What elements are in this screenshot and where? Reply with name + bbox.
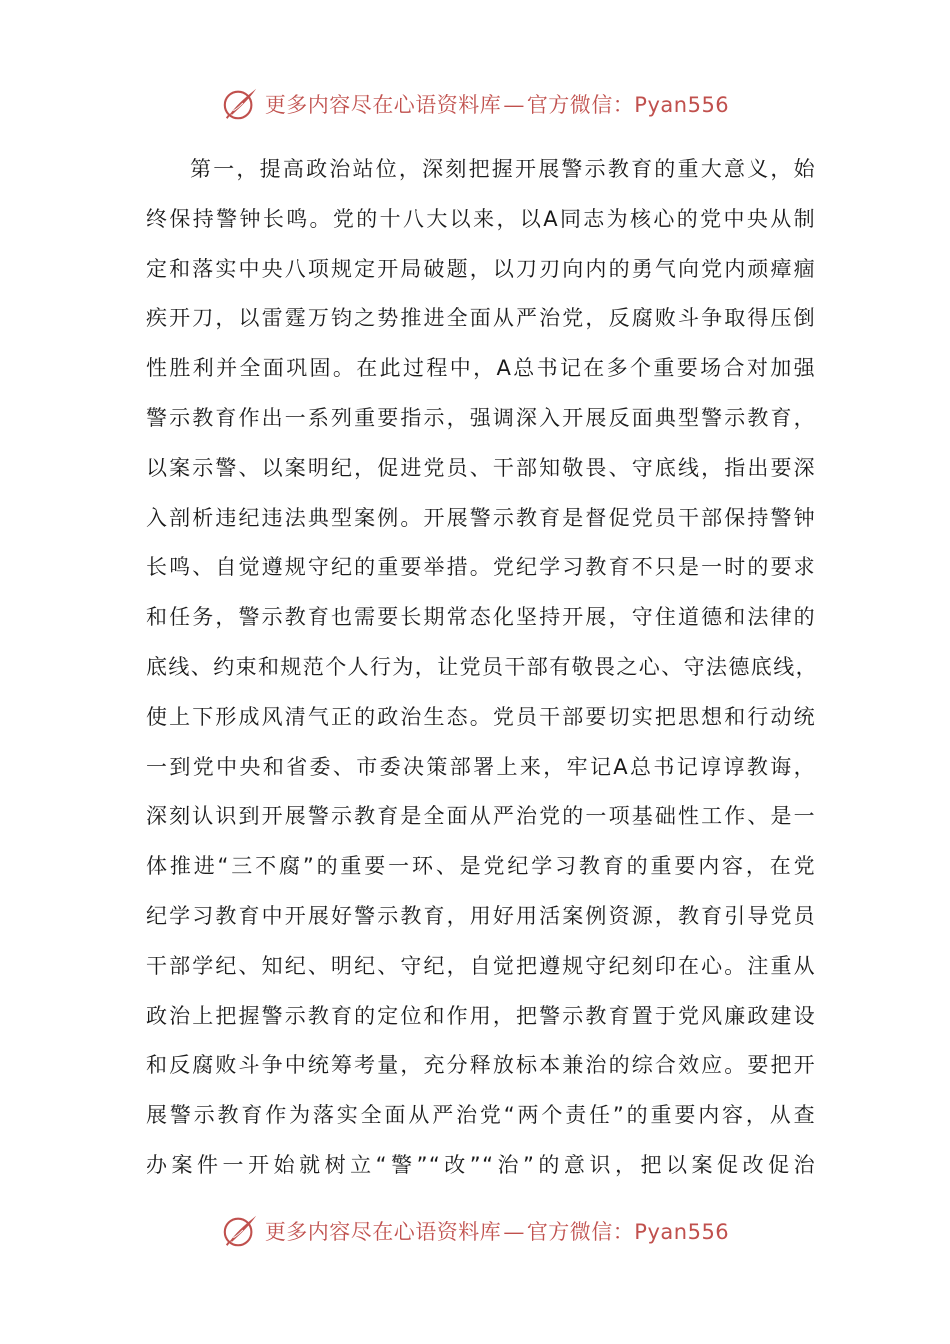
paragraph-line: 疾开刀，以雷霆万钧之势推进全面从严治党，反腐败斗争取得压倒 — [146, 306, 816, 331]
paragraph-line: 入剖析违纪违法典型案例。开展警示教育是督促党员干部保持警钟 — [146, 505, 816, 530]
paragraph-line: 长鸣、自觉遵规守纪的重要举措。党纪学习教育不只是一时的要求 — [146, 555, 816, 580]
paragraph-line: 以案示警、以案明纪，促进党员、干部知敬畏、守底线，指出要深 — [146, 455, 816, 480]
watermark-site-name: 更多内容尽在心语资料库 — [264, 1220, 502, 1244]
paragraph-line: 深刻认识到开展警示教育是全面从严治党的一项基础性工作、是一 — [146, 804, 816, 829]
paragraph-line: 纪学习教育中开展好警示教育，用好用活案例资源，教育引导党员 — [146, 903, 816, 928]
paragraph-line: 体推进“三不腐”的重要一环、是党纪学习教育的重要内容，在党 — [146, 854, 816, 879]
quill-pen-logo-icon — [221, 1212, 259, 1250]
watermark-separator: — — [503, 93, 525, 117]
paragraph-line: 终保持警钟长鸣。党的十八大以来，以A同志为核心的党中央从制 — [146, 206, 816, 231]
watermark-text — [265, 89, 729, 119]
paragraph-line: 一到党中央和省委、市委决策部署上来，牢记A总书记谆谆教诲， — [146, 754, 816, 779]
quill-pen-logo-icon — [221, 85, 259, 123]
paragraph-line: 性胜利并全面巩固。在此过程中，A总书记在多个重要场合对加强 — [146, 356, 816, 381]
header-watermark-banner — [0, 84, 950, 124]
paragraph-line: 使上下形成风清气正的政治生态。党员干部要切实把思想和行动统 — [146, 704, 816, 729]
paragraph-line: 干部学纪、知纪、明纪、守纪，自觉把遵规守纪刻印在心。注重从 — [146, 953, 816, 978]
document-paragraph — [146, 145, 816, 1191]
watermark-separator: — — [503, 1220, 525, 1244]
footer-watermark-banner — [0, 1211, 950, 1251]
paragraph-line: 政治上把握警示教育的定位和作用，把警示教育置于党风廉政建设 — [146, 1003, 816, 1028]
paragraph-line: 办案件一开始就树立“警”“改”“治”的意识，把以案促改促治 — [146, 1152, 816, 1177]
paragraph-line: 和任务，警示教育也需要长期常态化坚持开展，守住道德和法律的 — [146, 605, 816, 630]
paragraph-line: 和反腐败斗争中统筹考量，充分释放标本兼治的综合效应。要把开 — [146, 1053, 816, 1078]
paragraph-line: 警示教育作出一系列重要指示，强调深入开展反面典型警示教育， — [146, 405, 816, 430]
paragraph-line: 定和落实中央八项规定开局破题，以刀刃向内的勇气向党内顽瘴痼 — [146, 256, 816, 281]
watermark-text — [265, 1216, 729, 1246]
paragraph-line: 第一，提高政治站位，深刻把握开展警示教育的重大意义，始 — [190, 157, 816, 181]
paragraph-line: 展警示教育作为落实全面从严治党“两个责任”的重要内容，从查 — [146, 1103, 816, 1128]
paragraph-line: 底线、约束和规范个人行为，让党员干部有敬畏之心、守法德底线， — [146, 654, 818, 679]
watermark-wechat: 官方微信：Pyan556 — [526, 1220, 730, 1244]
watermark-wechat: 官方微信：Pyan556 — [526, 93, 730, 117]
watermark-site-name: 更多内容尽在心语资料库 — [264, 93, 502, 117]
